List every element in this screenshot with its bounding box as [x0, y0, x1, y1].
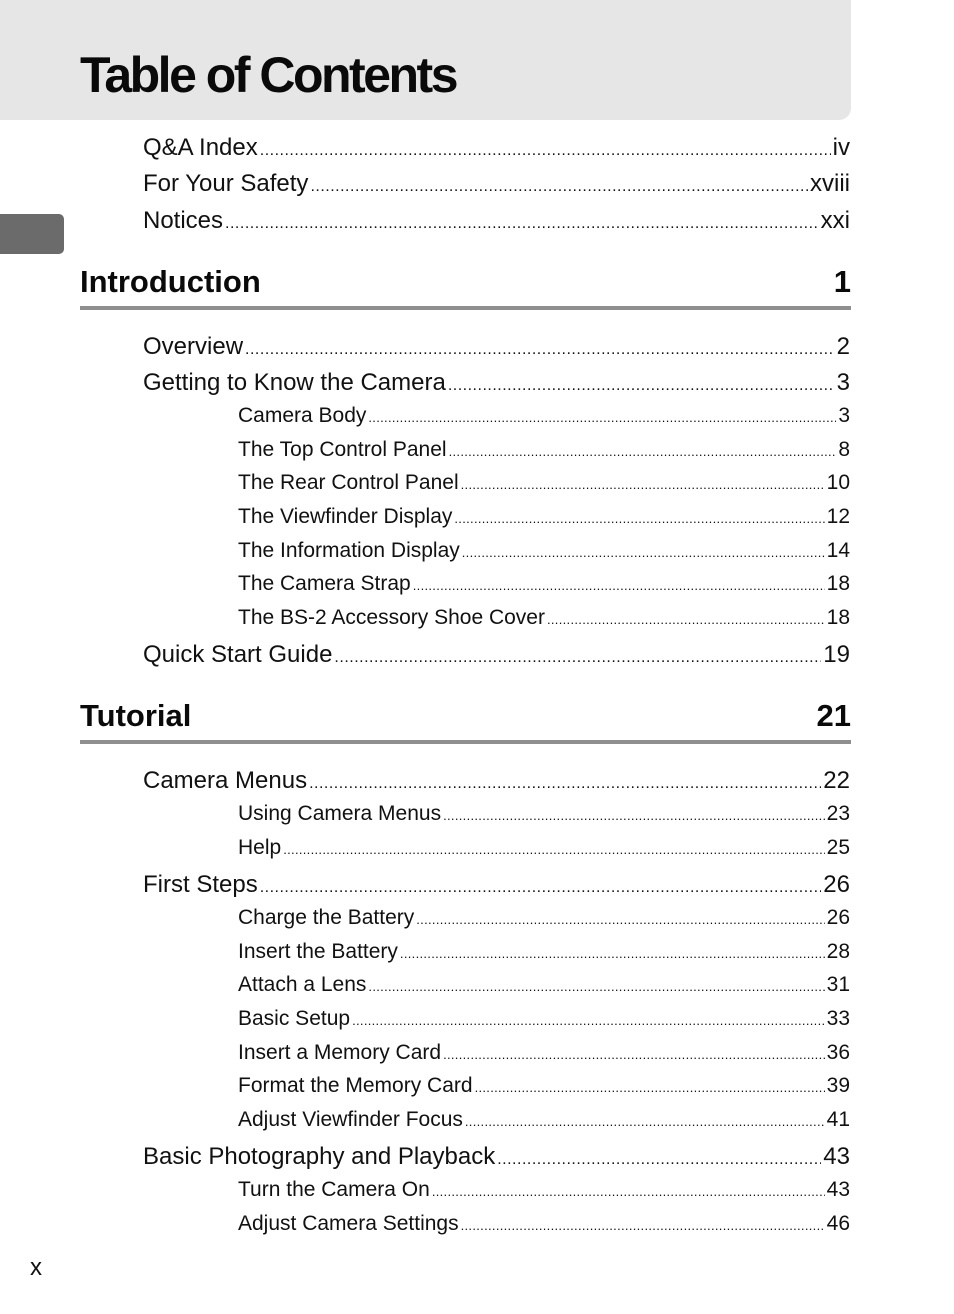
toc-entry-label: The Viewfinder Display — [238, 505, 453, 528]
toc-entry-page: 28 — [826, 940, 850, 963]
toc-entry-label: The Camera Strap — [238, 572, 411, 595]
toc-entry-label: Basic Photography and Playback — [143, 1143, 496, 1170]
toc-entry-label: Charge the Battery — [238, 906, 415, 929]
toc-entry-label: For Your Safety — [143, 170, 309, 197]
toc-subentry-using-camera-menus[interactable] — [238, 799, 850, 829]
chapter-page: 1 — [833, 264, 851, 299]
toc-entry-label: Camera Menus — [143, 767, 308, 794]
dot-leader — [497, 1142, 821, 1178]
dot-leader — [413, 571, 825, 601]
dot-leader — [352, 1006, 825, 1036]
toc-entry-label: Using Camera Menus — [238, 802, 442, 825]
toc-entry-page: 46 — [826, 1212, 850, 1235]
dot-leader — [449, 437, 837, 467]
dot-leader — [443, 801, 825, 831]
dot-leader — [454, 504, 824, 534]
toc-entry-basic-photography-and-playback[interactable] — [143, 1139, 850, 1175]
toc-entry-page: 43 — [826, 1178, 850, 1201]
dot-leader — [432, 1177, 825, 1207]
toc-entry-page: 12 — [826, 505, 850, 528]
toc-entry-for-your-safety[interactable] — [143, 166, 850, 202]
toc-entry-page: 22 — [823, 767, 850, 794]
dot-leader — [465, 1107, 825, 1137]
toc-entry-overview[interactable] — [143, 329, 850, 365]
toc-entry-page: 18 — [826, 606, 850, 629]
toc-entry-label: Adjust Camera Settings — [238, 1212, 459, 1235]
toc-entry-camera-menus[interactable] — [143, 763, 850, 799]
toc-entry-page: xviii — [810, 170, 850, 197]
toc-entry-label: Attach a Lens — [238, 973, 367, 996]
toc-subentry-turn-the-camera-on[interactable] — [238, 1175, 850, 1205]
toc-subentry-basic-setup[interactable] — [238, 1004, 850, 1034]
toc-entry-getting-to-know-the-camera[interactable] — [143, 365, 850, 401]
toc-entry-label: The Rear Control Panel — [238, 471, 459, 494]
dot-leader — [334, 640, 821, 676]
dot-leader — [547, 605, 825, 635]
toc-subentry-charge-the-battery[interactable] — [238, 903, 850, 933]
toc-subentry-viewfinder-display[interactable] — [238, 502, 850, 532]
toc-entry-page: 36 — [826, 1041, 850, 1064]
toc-entry-page: 3 — [836, 369, 850, 396]
toc-entry-label: Getting to Know the Camera — [143, 369, 446, 396]
toc-entry-page: 14 — [826, 539, 850, 562]
toc-entry-label: Turn the Camera On — [238, 1178, 430, 1201]
toc-entry-page: 25 — [826, 836, 850, 859]
dot-leader — [245, 332, 835, 368]
toc-entry-page: xxi — [820, 207, 850, 234]
toc-subentry-bs2-shoe-cover[interactable] — [238, 603, 850, 633]
dot-leader — [475, 1073, 825, 1103]
toc-subentry-adjust-camera-settings[interactable] — [238, 1209, 850, 1239]
toc-entry-page: 43 — [823, 1143, 850, 1170]
dot-leader — [400, 939, 825, 969]
toc-subentry-camera-strap[interactable] — [238, 569, 850, 599]
dot-leader — [260, 133, 831, 169]
dot-leader — [368, 972, 824, 1002]
toc-entry-page: 39 — [826, 1074, 850, 1097]
page-number: x — [30, 1254, 42, 1281]
toc-entry-label: Format the Memory Card — [238, 1074, 473, 1097]
toc-entry-page: 3 — [838, 404, 850, 427]
dot-leader — [443, 1040, 825, 1070]
dot-leader — [448, 368, 835, 404]
toc-entry-page: 10 — [826, 471, 850, 494]
toc-entry-label: Q&A Index — [143, 134, 258, 161]
toc-entry-page: 26 — [823, 871, 850, 898]
chapter-heading-tutorial[interactable] — [80, 696, 851, 744]
toc-entry-page: 2 — [836, 333, 850, 360]
toc-entry-notices[interactable] — [143, 203, 850, 239]
toc-entry-page: 31 — [826, 973, 850, 996]
chapter-page: 21 — [816, 698, 851, 733]
toc-entry-label: Notices — [143, 207, 224, 234]
toc-subentry-top-control-panel[interactable] — [238, 435, 850, 465]
toc-subentry-camera-body[interactable] — [238, 401, 850, 431]
toc-entry-label: Insert a Memory Card — [238, 1041, 442, 1064]
toc-entry-label: Camera Body — [238, 404, 367, 427]
dot-leader — [283, 835, 824, 865]
toc-entry-label: The BS-2 Accessory Shoe Cover — [238, 606, 545, 629]
toc-entry-page: 18 — [826, 572, 850, 595]
toc-entry-label: The Information Display — [238, 539, 460, 562]
dot-leader — [260, 870, 822, 906]
toc-subentry-format-memory-card[interactable] — [238, 1071, 850, 1101]
dot-leader — [461, 1211, 825, 1241]
toc-entry-label: Quick Start Guide — [143, 641, 333, 668]
toc-subentry-rear-control-panel[interactable] — [238, 468, 850, 498]
toc-subentry-information-display[interactable] — [238, 536, 850, 566]
dot-leader — [309, 766, 821, 802]
toc-entry-page: 8 — [838, 438, 850, 461]
section-tab-marker — [0, 214, 64, 254]
toc-entry-label: First Steps — [143, 871, 258, 898]
toc-entry-page: 19 — [823, 641, 850, 668]
toc-entry-page: 33 — [826, 1007, 850, 1030]
chapter-title: Tutorial — [80, 698, 192, 733]
toc-entry-label: Insert the Battery — [238, 940, 398, 963]
toc-entry-page: 23 — [826, 802, 850, 825]
toc-entry-label: Basic Setup — [238, 1007, 351, 1030]
toc-entry-page: iv — [832, 134, 850, 161]
dot-leader — [416, 905, 824, 935]
toc-entry-label: Adjust Viewfinder Focus — [238, 1108, 463, 1131]
toc-entry-page: 41 — [826, 1108, 850, 1131]
toc-entry-qa-index[interactable] — [143, 130, 850, 166]
toc-entry-first-steps[interactable] — [143, 867, 850, 903]
dot-leader — [462, 538, 825, 568]
dot-leader — [368, 403, 836, 433]
toc-entry-page: 26 — [826, 906, 850, 929]
toc-subentry-insert-the-battery[interactable] — [238, 937, 850, 967]
page-title: Table of Contents — [80, 47, 457, 103]
toc-subentry-insert-memory-card[interactable] — [238, 1038, 850, 1068]
toc-entry-label: Help — [238, 836, 282, 859]
dot-leader — [225, 206, 819, 242]
chapter-title: Introduction — [80, 264, 261, 299]
toc-subentry-adjust-viewfinder-focus[interactable] — [238, 1105, 850, 1135]
chapter-heading-introduction[interactable] — [80, 262, 851, 310]
toc-entry-label: Overview — [143, 333, 244, 360]
toc-subentry-attach-a-lens[interactable] — [238, 970, 850, 1000]
toc-subentry-help[interactable] — [238, 833, 850, 863]
dot-leader — [461, 470, 825, 500]
toc-entry-quick-start-guide[interactable] — [143, 637, 850, 673]
dot-leader — [310, 169, 808, 205]
toc-entry-label: The Top Control Panel — [238, 438, 447, 461]
